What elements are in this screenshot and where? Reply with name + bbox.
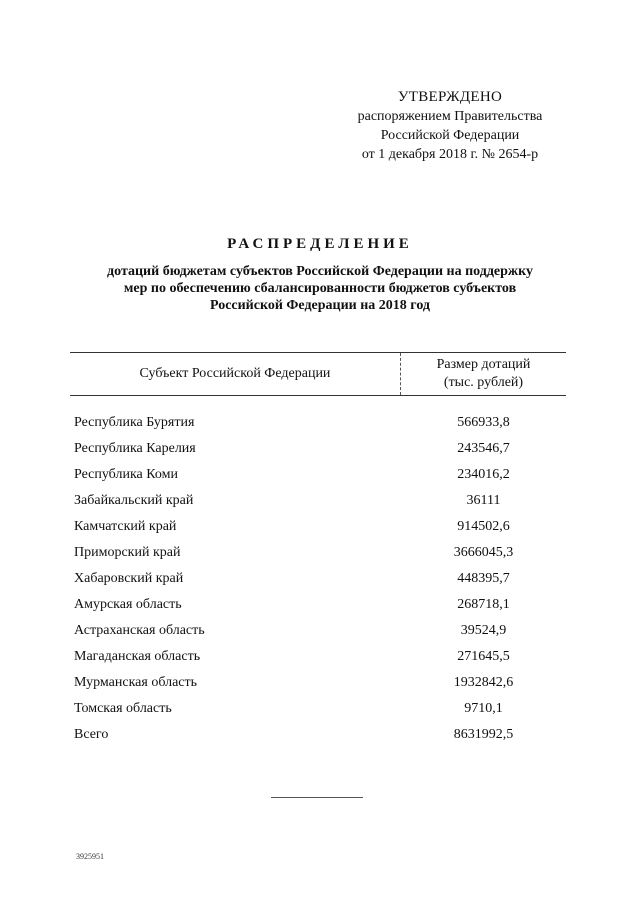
table-row [74, 700, 566, 726]
table-row [74, 466, 566, 492]
total-label: Всего [74, 727, 109, 742]
header-subject: Субъект Российской Федерации [139, 366, 331, 381]
table-row [74, 622, 566, 648]
table-row [74, 518, 566, 544]
header-amount-line-1: Размер дотаций [436, 357, 531, 372]
table-row [74, 648, 566, 674]
row-amount: 234016,2 [457, 467, 510, 482]
row-subject: Астраханская область [74, 623, 205, 638]
approval-stamp [330, 88, 570, 164]
approval-title: УТВЕРЖДЕНО [397, 89, 503, 105]
row-subject: Забайкальский край [74, 493, 194, 508]
document-subtitle [80, 263, 560, 314]
table-row [74, 544, 566, 570]
table-row [74, 414, 566, 440]
row-amount: 36111 [466, 493, 501, 508]
row-amount: 268718,1 [457, 597, 510, 612]
total-amount: 8631992,5 [453, 727, 514, 742]
subtitle-line-1: дотаций бюджетам субъектов Российской Федерации на поддержку [107, 264, 533, 279]
approval-line-1: распоряжением Правительства [357, 109, 543, 124]
end-divider [271, 797, 363, 798]
row-amount: 566933,8 [457, 415, 510, 430]
row-subject: Магаданская область [74, 649, 201, 664]
row-amount: 243546,7 [457, 441, 510, 456]
table-row [74, 596, 566, 622]
table-body [74, 414, 566, 752]
row-amount: 914502,6 [457, 519, 510, 534]
header-amount-line-2: (тыс. рублей) [443, 375, 524, 390]
row-amount: 1932842,6 [453, 675, 514, 690]
table-row [74, 440, 566, 466]
row-subject: Хабаровский край [74, 571, 184, 586]
approval-date-number: от 1 декабря 2018 г. № 2654-р [361, 147, 539, 162]
subtitle-line-2: мер по обеспечению сбалансированности бюджетов субъектов [123, 281, 517, 296]
row-subject: Республика Коми [74, 467, 178, 482]
table-row [74, 570, 566, 596]
row-subject: Республика Карелия [74, 441, 196, 456]
row-subject: Республика Бурятия [74, 415, 195, 430]
row-amount: 448395,7 [457, 571, 510, 586]
document-code: 3925951 [76, 852, 104, 861]
subtitle-line-3: Российской Федерации на 2018 год [209, 298, 430, 313]
row-amount: 39524,9 [460, 623, 507, 638]
row-subject: Приморский край [74, 545, 181, 560]
document-title: РАСПРЕДЕЛЕНИЕ [227, 236, 413, 252]
table-header [70, 352, 566, 396]
row-subject: Камчатский край [74, 519, 177, 534]
row-subject: Мурманская область [74, 675, 198, 690]
approval-line-2: Российской Федерации [380, 128, 520, 143]
row-amount: 9710,1 [464, 701, 503, 716]
row-subject: Томская область [74, 701, 172, 716]
header-amount [401, 356, 566, 392]
row-subject: Амурская область [74, 597, 182, 612]
table-row [74, 492, 566, 518]
table-row [74, 674, 566, 700]
row-amount: 3666045,3 [453, 545, 514, 560]
row-amount: 271645,5 [457, 649, 510, 664]
total-row [74, 726, 566, 752]
